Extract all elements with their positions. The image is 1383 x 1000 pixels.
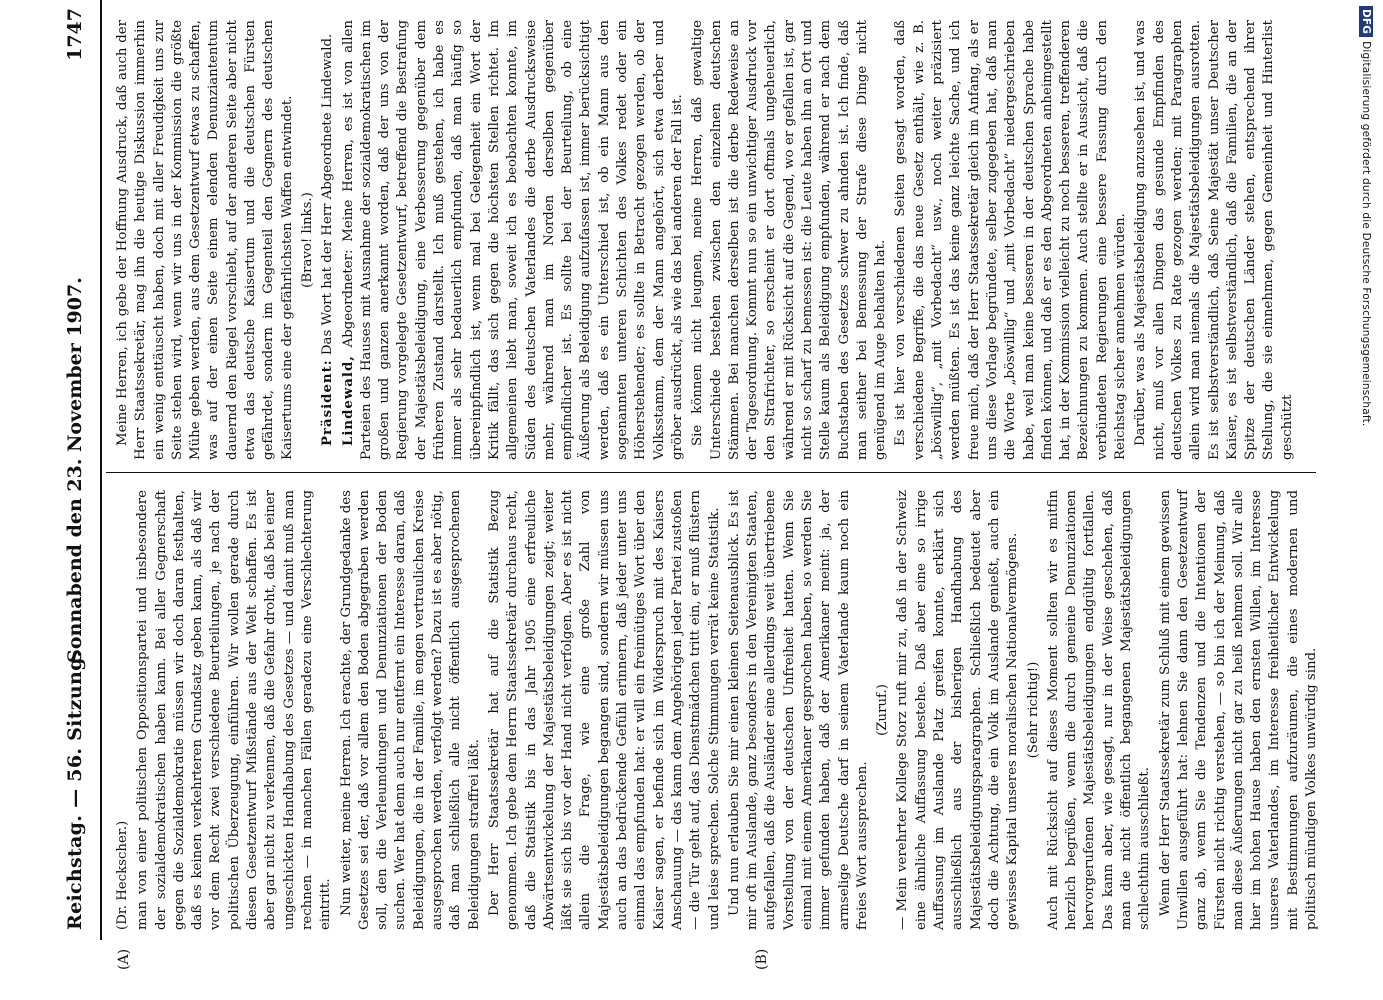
rotated-page	[54, 0, 1324, 970]
paragraph: (Dr. Heckscher.)	[115, 820, 130, 930]
paragraph: Lindewald, Abgeordneter: Meine Herren, es ist von allen Parteien des Hauses mit Ausnahme der sozialdemokratischen im großen und ganzen anerkannt worden, daß der uns von der Regierung vorgelegte Gesetzentwurf, betreffend die Bestrafung der Majestätsbeleidigung, eine Verbesserung gegenüber dem früheren Zustand darstellt. Ich muß gestehen, ich habe es immer als sehr bedauerlich empfunden, daß man häufig so übereinpfindlich ist, wenn mal bei Gelegenheit ein Wort der Kritik fällt, das sich gegen die höchsten Stellen richtet. Im allgemeinen liebt man, soweit ich es beobachten konnte, im Süden des deutschen Vaterlandes die derbe Ausdrucksweise mehr, während man im Norden derselben gegenüber empfindlicher ist. Es sollte bei der Beurteilung, ob eine Äußerung als Beleidigung aufzufassen ist, immer berücksichtigt werden, daß es ein Unterschied ist, ob ein Mann aus den sogenannten unteren Schichten des Volkes redet oder ein Höherstehender; es sollte in Betracht gezogen werden, ob der Volksstamm, dem der Mann angehört, sich etwa derber und gröber ausdrückt, als wie das bei anderen der Fall ist.	[340, 20, 685, 460]
paragraph: Sie können nicht leugnen, meine Herren, daß gewaltige Unterschiede bestehen zwischen den einzelnen deutschen Stämmen. Bei manchen derselben ist die derbe Redeweise an der Tagesordnung. Kommt nun so ein unwichtiger Ausdruck vor den Strafrichter, so erscheint er dort oftmals ungeheuerlich, während er mit Rücksicht auf die Gegend, wo er gefallen ist, gar nicht so scharf zu bemessen ist: die Leute haben ihn an Ort und Stelle kaum als Beleidigung empfunden, während er nach dem Buchstaben des Gesetzes schwer zu ahnden ist. Ich finde, daß man seither bei Bemessung der Strafe diese Dinge nicht genügend im Auge behalten hat.	[690, 20, 889, 460]
paragraph: Nun weiter, meine Herren. Ich erachte, der Grundgedanke des Gesetzes sei der, daß vor allem den Boden abgegraben werden soll, den die Verleumdungen und Denunziationen der Boden suchen. Wer hat denn auch nur entfernt ein Interesse daran, daß Beleidigungen, die in der Familie, im engen vertraulichen Kreise ausgesprochen werden, verfolgt werden? Dazu ist es aber nötig, daß man schließlich alle nicht öffentlich ausgesprochenen Beleidigungen straffrei läßt.	[338, 490, 482, 930]
digitization-note	[1353, 6, 1381, 906]
page-number: 1747	[64, 8, 86, 61]
paragraph: Meine Herren, ich gebe der Hoffnung Ausdruck, daß auch der Herr Staatssekretär, mag ihn die heutige Diskussion immerhin ein wenig enttäuscht haben, doch mit aller Freudigkeit uns zur Seite stehen wird, wenn wir uns in der Kommission die größte Mühe geben werden, aus dem Gesetzentwurf etwas zu schaffen, was auf der einen Seite einem elenden Denunziantentum dauernd den Riegel vorschiebt, auf der anderen Seite aber nicht etwa das deutsche Kaisertum und die deutschen Fürsten gefährdet, sondern im Gegenteil den Gegnern des deutschen Kaisertums eine der gefährlichsten Waffen entwindet.	[115, 20, 295, 460]
dfg-logo: DFG	[1359, 6, 1373, 37]
page-header	[54, 0, 102, 940]
paragraph: Auch mit Rücksicht auf dieses Moment sollten wir es mitfin herzlich begrüßen, wenn die durch gemeine Denunziationen hervorgerufenen Majestätsbeleidigungen endgültig fortfallen. Das kann aber, wie gesagt, nur in der Weise geschehen, daß man die nicht öffentlich begangenen Majestätsbeleidigungen schlechthin ausschließt.	[1045, 490, 1153, 930]
paragraph: Und nun erlauben Sie mir einen kleinen Seitenausblick. Es ist mir oft im Auslande, ganz besonders in den Vereinigten Staaten, aufgefallen, daß die Ausländer eine allerdings weit übertriebene Vorstellung von der deutschen Unfreiheit hatten. Wenn Sie einmal mit einem Amerikaner gesprochen haben, so werden Sie immer gefunden haben, daß der Amerikaner meint: ja, der armselige Deutsche darf in seinem Vaterlande kaum noch ein freies Wort aussprechen.	[726, 490, 870, 930]
paragraph: — Mein verehrter Kollege Storz ruft mir zu, daß in der Schweiz eine ähnliche Auffassung bestehe. Daß aber eine so irrige Auffassung im Auslande Platz greifen konnte, erklärt sich ausschließlich aus der bisherigen Handhabung des Majestätsbeleidigungsparagraphen. Schließlich bedeutet aber doch die Achtung, die ein Volk im Auslande genießt, auch ein gewisses Kapital unseres moralischen Nationalvermögens.	[895, 490, 1021, 930]
speaker-name: Lindewald,	[340, 355, 356, 446]
paragraph: Darüber, was als Majestätsbeleidigung anzusehen ist, und was nicht, muß vor allen Dingen das gesunde Empfinden des deutschen Volkes zu Rate gezogen werden; mit Paragraphen allein wird man niemals die Majestätsbeleidigungen ausrotten. Es ist selbstverständlich, daß Seine Majestät unser Deutscher Kaiser, es ist selbstverständlich, daß die Familien, die an der Spitze der deutschen Länder stehen, entsprechend ihrer Stellung, die sie einnehmen, gegen Gemeinheit und Hinterlist geschützt	[1133, 20, 1295, 460]
margin-mark-a: (A)	[116, 948, 132, 970]
paragraph: Der Herr Staatssekretär hat auf die Statistik Bezug genommen. Ich gebe dem Herrn Staatssekretär durchaus recht, daß die Statistik bis in das Jahr 1905 eine erfreuliche Abwärtsentwickelung der Majestätsbeleidigungen zeigt; weiter läßt sie sich bis vor der Hand nicht verfolgen. Aber es ist nicht allein die Frage, wie eine große Zahl von Majestätsbeleidigungen begangen sind, sondern wir müssen uns auch an das bedrückende Gefühl erinnern, daß jeder unter uns einmal das empfunden hat: er will ein freimütiges Wort über den Kaiser sagen, er befinde sich im Widerspruch mit des Kaisers Anschauung — das kann dem Angehörigen jeder Partei zustoßen — die Tür geht auf, das Dienstmädchen tritt ein, er muß flüstern und leise sprechen. Solche Stimmungen verrät keine Statistik.	[486, 490, 722, 930]
paragraph: Es ist hier von verschiedenen Seiten gesagt worden, daß verschiedene Begriffe, die das neue Gesetz enthält, wie z. B. „böswillig“, „mit Vorbedacht“ usw., noch weiter präzisiert werden müßten. Es ist das keine ganz leichte Sache, und ich freue mich, daß der Herr Staatssekretär gleich im Anfang, als er uns diese Vorlage begründete, selber zugegeben hat, daß man die Worte „böswillig“ und „mit Vorbedacht“ niedergeschrieben habe, weil man keine besseren in der deutschen Sprache habe finden können, und daß er es den Abgeordneten anheimgestellt hat, in der Kommission vielleicht zu noch besseren, treffenderen Bezeichnungen zu kommen. Auch stellte er in Aussicht, daß die verbündeten Regierungen eine bessere Fassung durch den Reichstag sicher annehmen würden.	[893, 20, 1129, 460]
paragraph: (Bravo! links.)	[299, 192, 315, 288]
digitization-text: Digitalisierung gefördert durch die Deutsche Forschungsgemeinschaft.	[1360, 41, 1372, 427]
right-column	[114, 20, 1314, 460]
paragraph: Wenn der Herr Staatssekretär zum Schluß mit einem gewissen Unwillen ausgeführt hat: lehnen Sie dann den Gesetzentwurf ganz ab, wenn Sie die Tendenzen und die Intentionen der Fürsten nicht richtig verstehen, — so bin ich der Meinung, daß man diese Äußerungen nicht gar zu heiß nehmen soll. Wir alle hier im hohen Hause haben den ernsten Willen, im Interesse unseres Vaterlandes, im Interesse freiheitlicher Entwickelung mit Bestimmungen aufzuräumen, die eines modernen und politisch mündigen Volkes unwürdig sind.	[1157, 490, 1319, 930]
paragraph: (Sehr richtig!)	[1025, 661, 1041, 759]
left-column	[114, 490, 1319, 930]
header-left: Reichstag. — 56. Sitzung.	[64, 650, 86, 930]
margin-mark-b: (B)	[754, 948, 770, 970]
header-date: Sonnabend den 23. November 1907.	[64, 277, 86, 663]
column-divider	[106, 472, 1316, 473]
speaker-name: Präsident:	[320, 359, 336, 446]
paragraph: (Zuruf.)	[875, 684, 891, 736]
paragraph: Präsident: Das Wort hat der Herr Abgeordnete Lindewald.	[320, 33, 336, 446]
paragraph: man von einer politischen Oppositionspartei und insbesondere der sozialdemokratischen haben kann. Bei aller Gegnerschaft gegen die Sozialdemokratie müssen wir doch daran festhalten, daß es keinen verkehrteren Grundsatz geben kann, als daß wir vor dem Recht zwei verschiedene Beurteilungen, je nach der politischen Überzeugung, einführen. Wir wollen gerade durch diesen Gesetzentwurf Mißstände aus der Welt schaffen. Es ist aber gar nicht zu verkennen, daß die Gefahr droht, daß bei einer ungeschickten Handhabung des Gesetzes — und damit muß man rechnen — in manchen Fällen geradezu eine Verschlechterung eintritt.	[135, 490, 334, 930]
